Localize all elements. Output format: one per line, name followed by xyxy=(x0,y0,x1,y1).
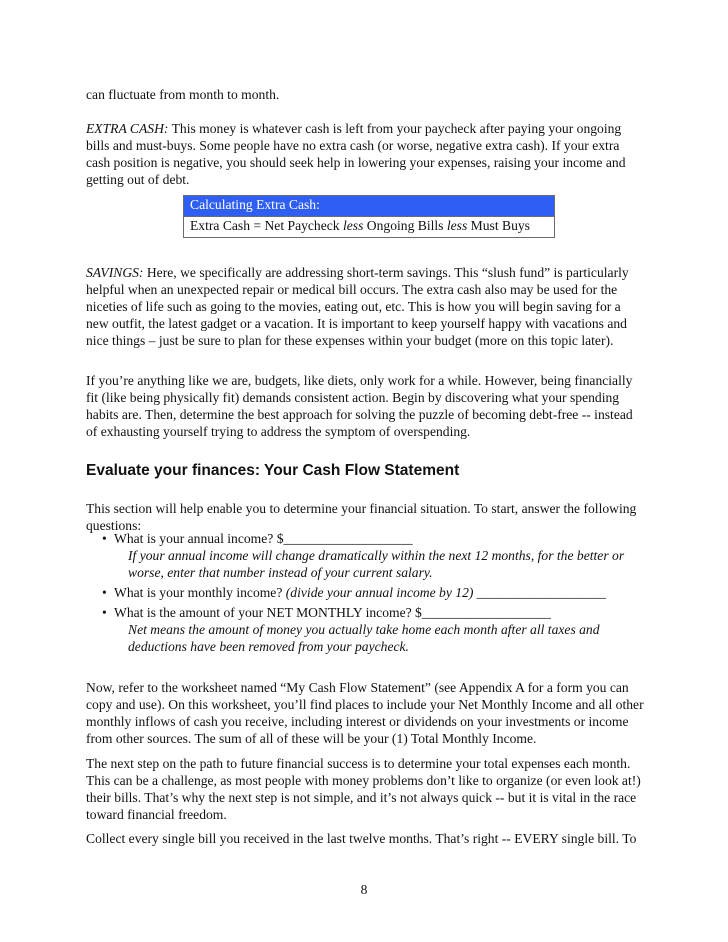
collect-paragraph: Collect every single bill you received in the last twelve months. That’s right -- EVERY single bill. To xyxy=(86,831,637,846)
question-net-monthly-income xyxy=(102,604,551,621)
extra-cash-paragraph xyxy=(86,120,646,188)
question-annual-income xyxy=(102,530,413,547)
q2-text-b: ___________________ xyxy=(473,585,606,600)
extra-cash-text: This money is whatever cash is left from your paycheck after paying your ongoing bills and must-buys. Some people have no extra cash (or worse, negative extra cash). If your extra cash position is negative, you should seek help in lowering your expenses, raising your income and getting out of debt. xyxy=(86,121,626,187)
formula-less-1: less xyxy=(343,218,364,233)
savings-text: Here, we specifically are addressing short-term savings. This “slush fund” is particularly helpful when an unexpected repair or medical bill occurs. The extra cash also may be used for the niceties of life such as going to the movies, eating out, etc. This is how you will begin saving for a new outfit, the latest gadget or a vacation. It is important to keep yourself happy with vacations and nice things – just be sure to plan for these expenses within your budget (more on this topic later). xyxy=(86,265,629,348)
question-monthly-income xyxy=(102,584,606,601)
bullet-icon: • xyxy=(102,585,107,600)
question-net-monthly-text: What is the amount of your NET MONTHLY income? $___________________ xyxy=(114,605,551,620)
calc-box-formula xyxy=(184,216,554,237)
calculating-extra-cash-box xyxy=(183,195,555,238)
section-heading: Evaluate your finances: Your Cash Flow Statement xyxy=(86,462,460,479)
question-annual-income-text: What is your annual income? $___________________ xyxy=(114,531,413,546)
bullet-icon: • xyxy=(102,605,107,620)
formula-less-2: less xyxy=(446,218,468,233)
formula-part-b: Ongoing Bills xyxy=(363,218,447,233)
extra-cash-lead: EXTRA CASH: xyxy=(86,121,169,136)
diet-paragraph: If you’re anything like we are, budgets, like diets, only work for a while. However, being financially fit (like being physically fit) demands consistent action. Begin by discovering what your spending habits are. Then, determine the best approach for solving the puzzle of becoming debt-free -- instead of exhausting yourself trying to address the symptom of overspending. xyxy=(86,373,633,439)
q2-text-a: What is your monthly income? xyxy=(114,585,286,600)
calc-box-header: Calculating Extra Cash: xyxy=(184,196,554,216)
continuation-text: can fluctuate from month to month. xyxy=(86,87,280,102)
savings-paragraph xyxy=(86,264,646,349)
formula-part-c: Must Buys xyxy=(467,218,530,233)
section-intro: This section will help enable you to determine your financial situation. To start, answer the following questions: xyxy=(86,501,637,533)
savings-lead: SAVINGS: xyxy=(86,265,144,280)
next-step-paragraph: The next step on the path to future financial success is to determine your total expenses each month. This can be a challenge, as most people with money problems don’t like to organize (or even look at!) their bills. That’s why the next step is not simple, and it’s not always quick -- but it is vital in the race toward financial freedom. xyxy=(86,756,641,822)
formula-part-a: Extra Cash = Net Paycheck xyxy=(190,218,343,233)
worksheet-paragraph: Now, refer to the worksheet named “My Cash Flow Statement” (see Appendix A for a form you can copy and use). On this worksheet, you’ll find places to include your Net Monthly Income and all other monthly inflows of cash you receive, including interest or dividends on your investments or income from other sources. The sum of all of these will be your (1) Total Monthly Income. xyxy=(86,680,644,746)
bullet-icon: • xyxy=(102,531,107,546)
annual-income-note: If your annual income will change dramatically within the next 12 months, for the better or worse, enter that number instead of your current salary. xyxy=(128,548,625,580)
net-income-note: Net means the amount of money you actually take home each month after all taxes and deductions have been removed from your paycheck. xyxy=(128,622,600,654)
q2-text-italic: (divide your annual income by 12) xyxy=(285,585,474,600)
page-number: 8 xyxy=(360,882,368,897)
